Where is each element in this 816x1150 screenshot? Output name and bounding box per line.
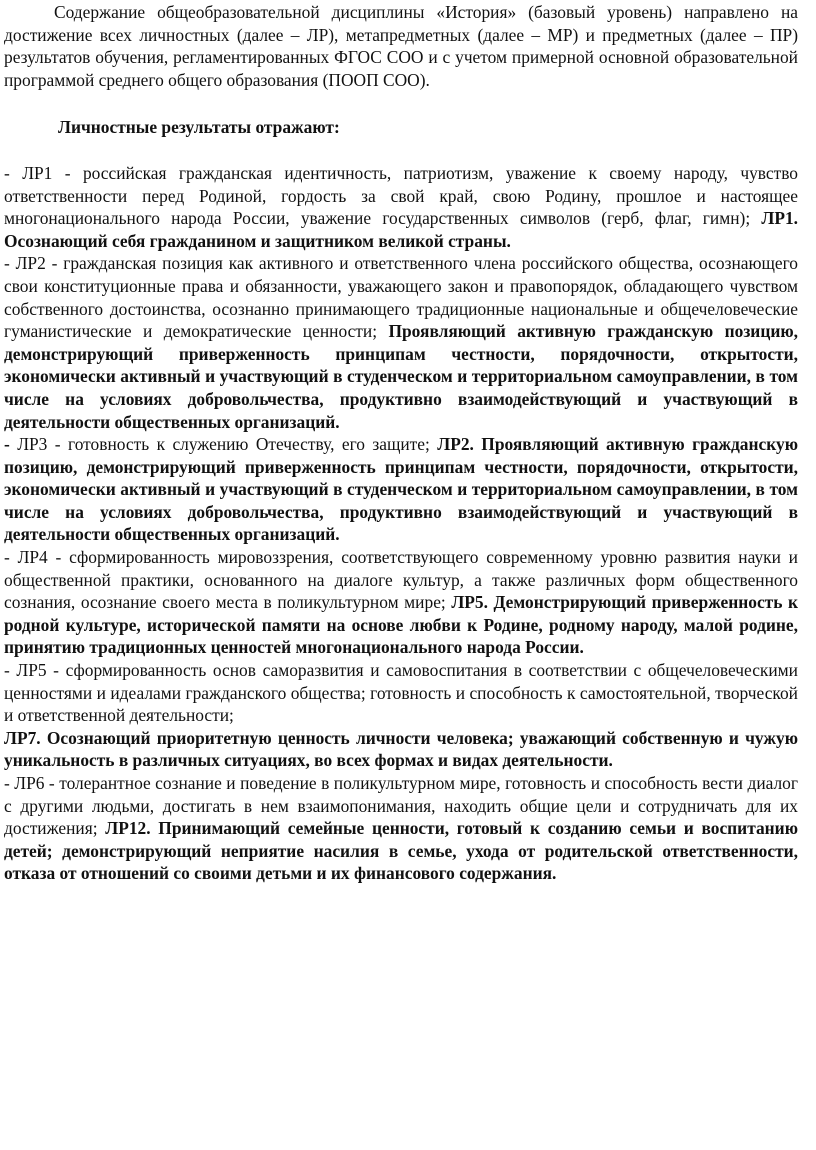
list-item-lr2 xyxy=(4,252,798,433)
list-item-lr5-bold xyxy=(4,727,798,772)
list-item-lr4 xyxy=(4,546,798,659)
list-item-lr3 xyxy=(4,433,798,546)
lr6-text: - ЛР6 - толерантное сознание и поведение в поликультурном мире, готовность и способность вести диалог с другими людьми, достигать в нем взаимопонимания, находить общие цели и сотрудничать для их достижения; xyxy=(4,773,798,839)
lr2-bold-text: Проявляющий активную гражданскую позицию, демонстрирующий приверженность принципам честности, порядочности, открытости, экономически активный и участвующий в студенческом и территориальном самоуправлении, в том числе на условиях добровольчества, продуктивно взаимодействующий и участвующий в деятельности общественных организаций. xyxy=(4,321,799,432)
list-item-lr6 xyxy=(4,772,798,885)
lr5-bold-text: ЛР7. Осознающий приоритетную ценность личности человека; уважающий собственную и чужую уникальность в различных ситуациях, во всех формах и видах деятельности. xyxy=(4,727,798,771)
lr2-text: - ЛР2 - гражданская позиция как активного и ответственного члена российского общества, осознающего свои конституционные права и обязанности, уважающего закон и правопорядок, обладающего чувством собственного достоинства, осознанно принимающего традиционные национальные и общечеловеческие гуманистические и демократические ценности; xyxy=(4,253,798,342)
lr3-bold-text: ЛР2. Проявляющий активную гражданскую позицию, демонстрирующий приверженность принципам честности, порядочности, открытости, экономически активный и участвующий в студенческом и территориальном самоуправлении, в том числе на условиях добровольчества, продуктивно взаимодействующий и участвующий в деятельности общественных организаций. xyxy=(4,434,798,545)
lr6-bold-text: ЛР12. Принимающий семейные ценности, готовый к созданию семьи и воспитанию детей; демонстрирующий неприятие насилия в семье, ухода от родительской ответственности, отказа от отношений со своими детьми и их финансового содержания. xyxy=(4,818,798,884)
lr1-text: - ЛР1 - российская гражданская идентичность, патриотизм, уважение к своему народу, чувство ответственности перед Родиной, гордость за свой край, свою Родину, прошлое и настоящее многонационального народа России, уважение государственных символов (герб, флаг, гимн); xyxy=(4,162,798,229)
lr1-bold-text: ЛР1. Осознающий себя гражданином и защитником великой страны. xyxy=(4,208,798,251)
lr3-text: ЛР3 - готовность к служению Отечеству, его защите; xyxy=(17,434,438,455)
section-heading: Личностные результаты отражают: xyxy=(58,117,340,138)
intro-paragraph: Содержание общеобразовательной дисциплины «История» (базовый уровень) направлено на достижение всех личностных (далее – ЛР), метапредметных (далее – МР) и предметных (далее – ПР) результатов обучения, регламентированных ФГОС СОО и с учетом примерной основной образовательной программой среднего общего образования (ПООП СОО). xyxy=(4,2,798,90)
lr3-lead-dash: - xyxy=(4,434,18,455)
list-item-lr1 xyxy=(4,162,798,252)
lr4-bold-text: ЛР5. Демонстрирующий приверженность к родной культуре, исторической памяти на основе любви к Родине, родному народу, малой родине, принятию традиционных ценностей многонационального народа России. xyxy=(4,592,798,658)
lr4-text: - ЛР4 - сформированность мировоззрения, соответствующего современному уровню развития науки и общественной практики, основанного на диалоге культур, а также различных форм общественного сознания, осознание своего места в поликультурном мире; xyxy=(4,547,798,613)
list-item-lr5: - ЛР5 - сформированность основ саморазвития и самовоспитания в соответствии с общечеловеческими ценностями и идеалами гражданского общества; готовность и способность к самостоятельной, творческой и ответственной деятельности; xyxy=(4,660,798,726)
